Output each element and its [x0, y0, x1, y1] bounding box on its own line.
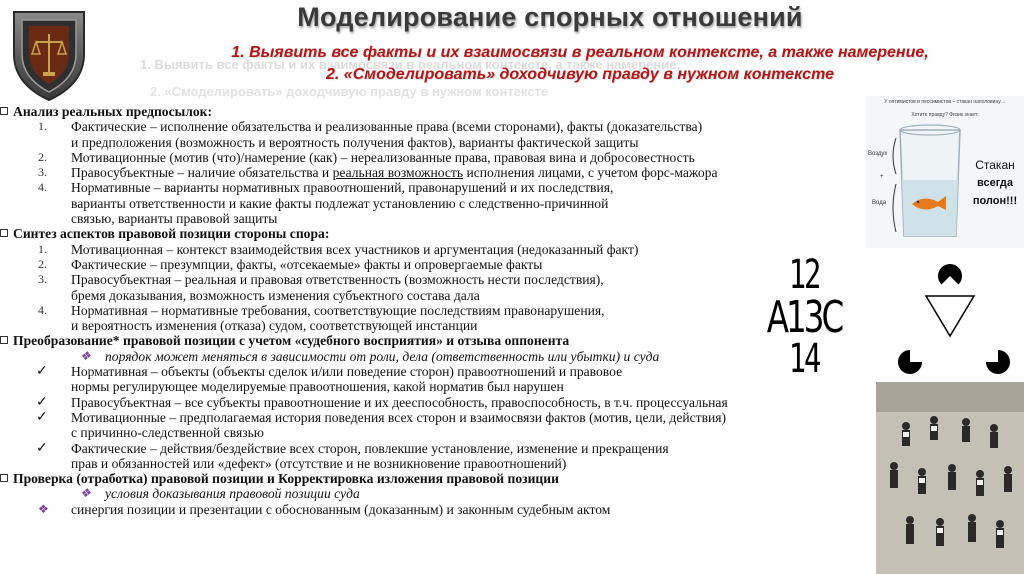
section-heading: Синтез аспектов правовой позиции стороны спора: — [0, 226, 880, 241]
list-item: 1. Фактические – исполнение обязательства и реализованные права (всеми сторонами), факты (доказательства) — [38, 119, 703, 135]
section-heading: Анализ реальных предпосылок: — [0, 104, 880, 119]
page-title: Моделирование спорных отношений — [297, 2, 803, 32]
list-item-continuation: с причинно-следственной связью — [71, 425, 264, 441]
glass-illustration: У оптимистов и пессимистов – стакан наполовину… Хотите правду? Физик знает: Воздух + Вода Стакан всегда полон!!! — [866, 96, 1024, 248]
list-item-continuation: связью, варианты правовой защиты — [71, 211, 278, 227]
list-item: 3. Правосубъектные – наличие обязательства и реальная возможность исполнения лицами, с учетом форс-мажора — [38, 165, 718, 181]
list-item-continuation: и вероятность изменения (отказа) судом, соответствующей инстанции — [71, 318, 478, 334]
list-item: ✓ Фактические – действия/бездействие всех сторон, повлекшие установление, изменение и прекращения — [36, 440, 669, 456]
subtitle-1: 1. Выявить все факты и их взаимосвязи в реальном контексте, а также намерение, — [231, 44, 929, 61]
glass-statement: Стакан всегда полон!!! — [972, 158, 1018, 207]
list-item: 1. Мотивационная – контекст взаимодействия всех участников и аргументация (недоказанный факт) — [38, 241, 639, 257]
subtitle-2: 2. «Смоделировать» доходчивую правду в нужном контексте — [326, 66, 834, 83]
diamond-note: ❖ условия доказывания правовой позиции суда — [80, 486, 360, 502]
list-item: ❖ синергия позиции и презентации с обоснованным (доказанным) и законным судебным актом — [38, 501, 611, 517]
list-item-continuation: нормы регулирующее моделируемые правоотношения, какой норматив был нарушен — [71, 379, 564, 395]
checkbox-bullet-icon — [0, 229, 8, 237]
diamond-bullet-icon: ❖ — [80, 486, 91, 501]
list-item: ✓ Мотивационные – предполагаемая история поведения всех сторон и взаимосвязи фактов (мотив, цели, действия) — [36, 409, 727, 425]
list-item-continuation: варианты ответственности и какие факты подлежат установлению с следственно-причинной — [71, 195, 609, 211]
section-heading: Проверка (отработка) правовой позиции и Корректировка изложения правовой позиции — [0, 471, 880, 486]
list-item: 2. Мотивационные (мотив (что)/намерение (как) – нереализованные права, правовая вина и добросовестность — [38, 149, 695, 165]
kanizsa-triangle-icon — [870, 252, 1024, 380]
diamond-note: ❖ порядок может меняться в зависимости от роли, дела (ответственность или убытки) и суда — [80, 348, 660, 364]
abc-illusion-image: 12 A13C 14 — [744, 250, 864, 384]
subtitle-shadow-1: 1. Выявить все факты и их взаимосвязи в реальном контексте, а также намерение, — [140, 57, 681, 72]
subtitle-shadow-2: 2. «Смоделировать» доходчивую правду в нужном контексте — [150, 84, 549, 99]
list-item: 3. Правосубъектная – реальная и правовая ответственность (возможность нести последствия), — [38, 272, 604, 288]
list-item: 4. Нормативная – нормативные требования, соответствующие последствиям правонарушения, — [38, 302, 605, 318]
diamond-bullet-icon: ❖ — [38, 501, 49, 516]
list-item: 2. Фактические – презумпции, факты, «отсекаемые» факты и опровергаемые факты — [38, 256, 543, 272]
shield-logo-icon — [4, 4, 94, 104]
list-item: ✓ Правосубъектная – все субъекты правоотношение и их дееспособность, правоспособность, в т.ч. процессуальная — [36, 394, 728, 410]
list-item: ✓ Нормативная – объекты (объекты сделок и/или поведение сторон) правоотношений и правовое — [36, 364, 623, 380]
list-item-continuation: бремя доказывания, возможность изменения субъектного состава дала — [71, 287, 480, 303]
list-item-continuation: и предположения (возможность и вероятность получения фактов), варианты фактической защиты — [71, 134, 639, 150]
checkbox-bullet-icon — [0, 474, 8, 482]
checkbox-bullet-icon — [0, 336, 8, 344]
group-photo-image — [876, 382, 1024, 574]
list-item: 4. Нормативные – варианты нормативных правоотношений, правонарушений и их последствия, — [38, 180, 614, 196]
diamond-bullet-icon: ❖ — [80, 348, 91, 363]
section-heading: Преобразование* правовой позиции с учетом «судебного восприятия» и отзыва оппонента — [0, 333, 880, 348]
checkbox-bullet-icon — [0, 107, 8, 115]
list-item-continuation: прав и обязанностей или «дефект» (отсутствие и не возникновение правоотношений) — [71, 455, 567, 471]
